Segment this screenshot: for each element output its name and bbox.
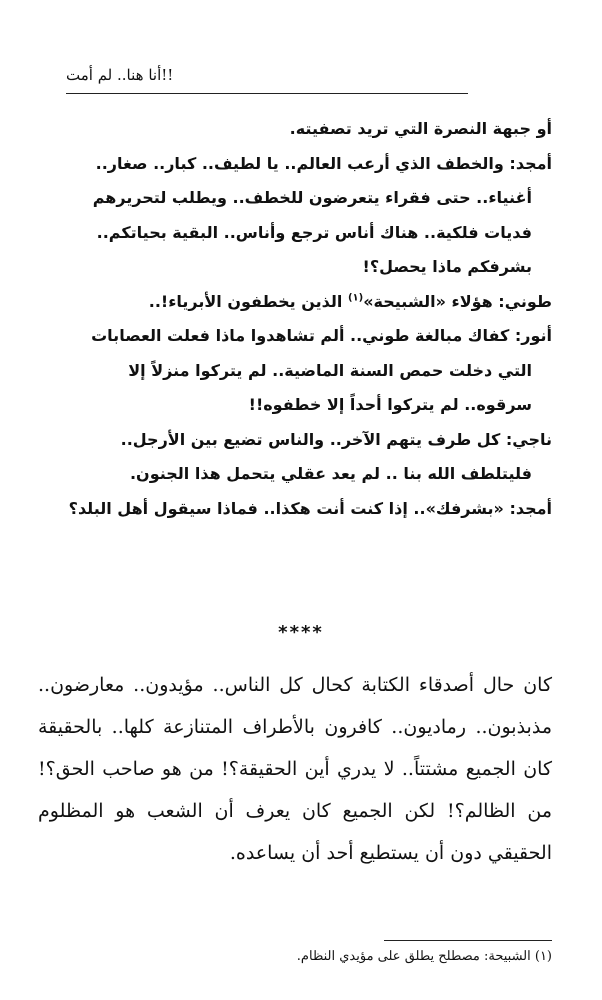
dialogue-text: الذين يخطفون الأبرياء!.. <box>148 291 348 311</box>
dialogue-line: فديات فلكية.. هناك أناس ترجع وأناس.. البقية بحياتكم.. <box>96 222 532 242</box>
dialogue-line: فليتلطف الله بنا .. لم يعد عقلي يتحمل هذا الجنون. <box>129 464 532 483</box>
dialogue-line: أغنياء.. حتى فقراء يتعرضون للخطف.. ويطلب لتحريرهم <box>92 188 532 207</box>
running-header: أنا هنا.. لم أمت!! <box>66 66 174 84</box>
dialogue-line: أمجد: «بشرفك».. إذا كنت أنت هكذا.. فماذا سيقول أهل البلد؟ <box>68 498 552 518</box>
dialogue-block <box>38 112 552 526</box>
footnote-marker: (١) <box>347 292 364 304</box>
section-separator: **** <box>278 622 324 643</box>
narrative-paragraph: كان حال أصدقاء الكتابة كحال كل الناس.. مؤيدون.. معارضون.. مذبذبون.. رماديون.. كافرون بالأطراف المتنازعة كلها.. بالحقيقة كان الجميع مشتتاً.. لا يدري أين الحقيقة؟! من هو صاحب الحق؟! من الظالم؟! لكن الجميع كان يعرف أن الشعب هو المظلوم الحقيقي دون أن يستطيع أحد أن يساعده. <box>38 674 552 864</box>
dialogue-line: أمجد: والخطف الذي أرعب العالم.. يا لطيف.. كبار.. صغار.. <box>95 153 552 173</box>
header-rule <box>66 93 468 94</box>
narrative-block <box>38 664 552 874</box>
dialogue-text: طوني: هؤلاء «الشبيحة» <box>363 291 552 311</box>
dialogue-line: أنور: كفاك مبالغة طوني.. ألم تشاهدوا ماذا فعلت العصابات <box>91 326 552 345</box>
dialogue-line: أو جبهة النصرة التي تريد تصفيته. <box>289 119 552 138</box>
dialogue-line-with-footnote <box>38 285 552 320</box>
footnote: (١) الشبيحة: مصطلح يطلق على مؤيدي النظام. <box>296 949 552 964</box>
dialogue-line: بشرفكم ماذا يحصل؟! <box>362 257 532 276</box>
dialogue-line: ناجي: كل طرف يتهم الآخر.. والناس تضيع بين الأرجل.. <box>120 429 552 449</box>
dialogue-line: سرقوه.. لم يتركوا أحداً إلا خطفوه!! <box>248 395 532 414</box>
dialogue-line: التي دخلت حمص السنة الماضية.. لم يتركوا منزلاً إلا <box>128 360 532 380</box>
footnote-rule <box>384 940 552 941</box>
